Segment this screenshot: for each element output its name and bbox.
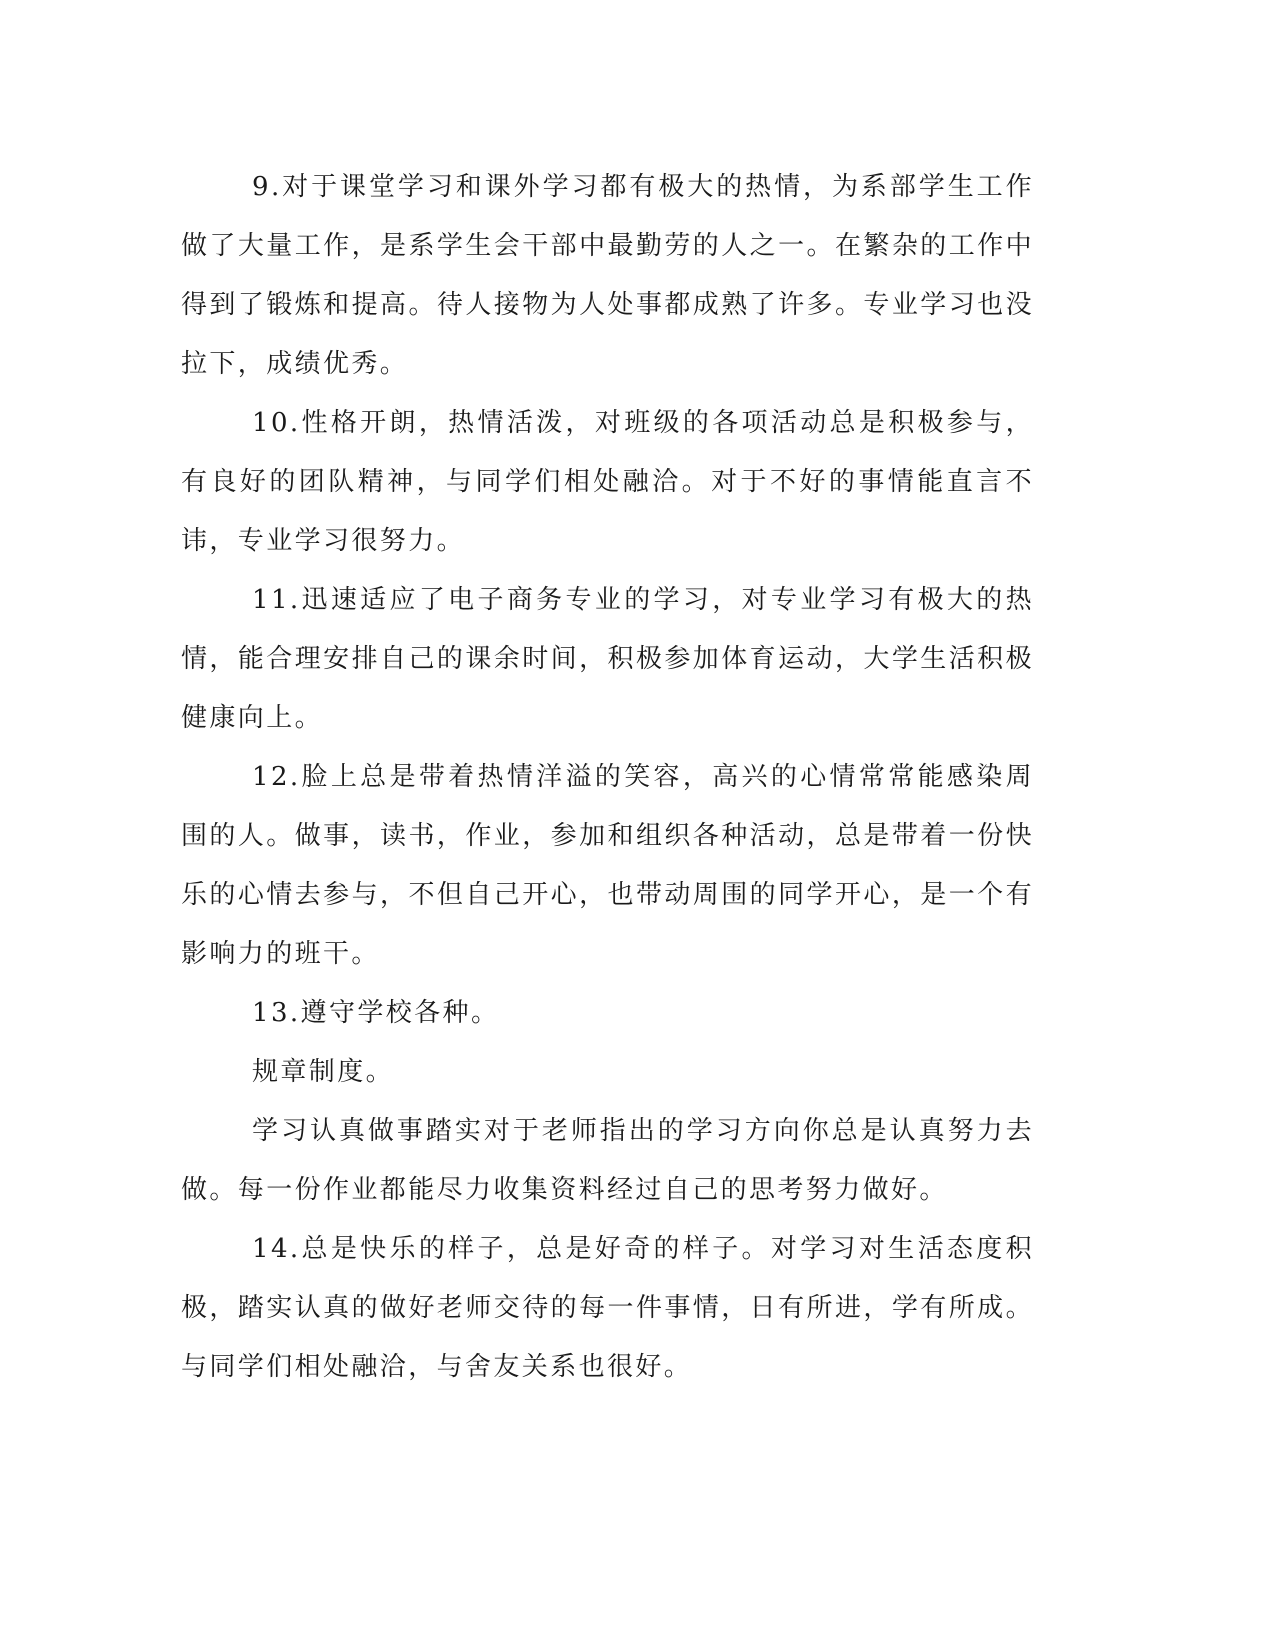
paragraph-11: 11.迅速适应了电子商务专业的学习，对专业学习有极大的热情，能合理安排自己的课余时间，积极参加体育运动，大学生活积极健康向上。 [181, 585, 1034, 733]
paragraph-9: 9.对于课堂学习和课外学习都有极大的热情，为系部学生工作做了大量工作，是系学生会干部中最勤劳的人之一。在繁杂的工作中得到了锻炼和提高。待人接物为人处事都成熟了许多。专业学习也没拉下，成绩优秀。 [181, 172, 1034, 379]
paragraph-13-continued: 规章制度。 [252, 1057, 395, 1087]
paragraph-10: 10.性格开朗，热情活泼，对班级的各项活动总是积极参与，有良好的团队精神，与同学们相处融洽。对于不好的事情能直言不讳，专业学习很努力。 [181, 408, 1034, 556]
paragraph-12: 12.脸上总是带着热情洋溢的笑容，高兴的心情常常能感染周围的人。做事，读书，作业，参加和组织各种活动，总是带着一份快乐的心情去参与，不但自己开心，也带动周围的同学开心，是一个有影响力的班干。 [181, 762, 1034, 969]
document-body [181, 158, 1034, 1397]
paragraph-13: 13.遵守学校各种。 [252, 998, 500, 1028]
paragraph-14: 14.总是快乐的样子，总是好奇的样子。对学习对生活态度积极，踏实认真的做好老师交待的每一件事情，日有所进，学有所成。与同学们相处融洽，与舍友关系也很好。 [181, 1234, 1034, 1382]
paragraph-13-detail: 学习认真做事踏实对于老师指出的学习方向你总是认真努力去做。每一份作业都能尽力收集资料经过自己的思考努力做好。 [181, 1116, 1034, 1205]
